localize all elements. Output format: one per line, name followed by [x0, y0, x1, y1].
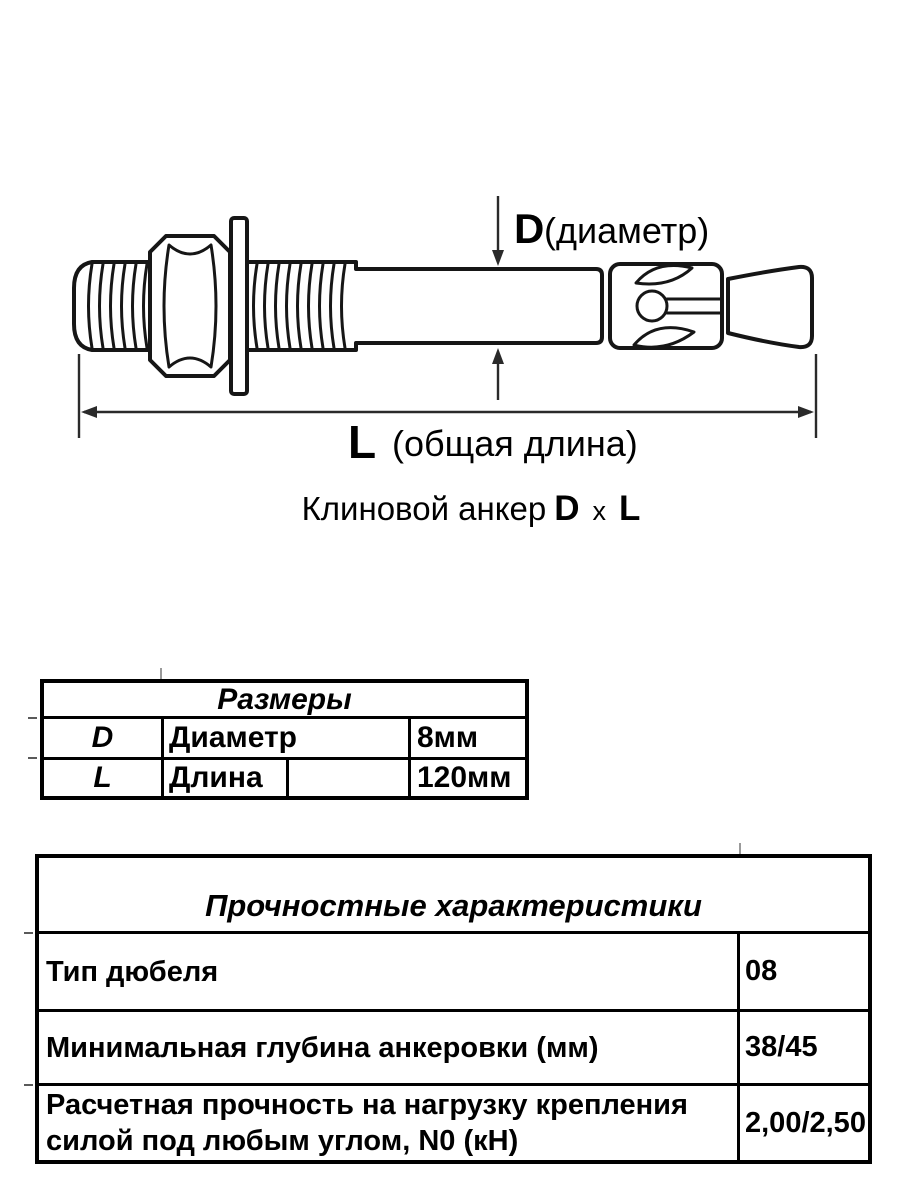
hex-nut [150, 236, 230, 376]
thread-line [254, 264, 258, 348]
thread-line [320, 264, 324, 348]
thread-line [331, 264, 335, 348]
d-dimension-arrow-down [492, 196, 504, 266]
d-dimension-label: (диаметр) [544, 210, 710, 251]
gridline-artifact [28, 757, 37, 759]
l-dimension-label: (общая длина) [392, 423, 638, 464]
clip-top-dimple [636, 266, 692, 284]
strength-table-param: Минимальная глубина анкеровки (мм) [39, 1012, 740, 1086]
strength-table-value: 2,00/2,50 [745, 1106, 866, 1139]
diagram-caption [0, 490, 900, 530]
clip-bottom-dimple [634, 328, 694, 348]
caption-d-symbol: D [554, 489, 580, 528]
size-table-symbol: L [44, 760, 164, 796]
thread-line [309, 264, 313, 348]
thread-line [287, 264, 291, 348]
d-dimension-symbol: D [514, 205, 545, 252]
gridline-artifact [24, 932, 33, 934]
size-table-title: Размеры [44, 683, 525, 719]
size-table-param: Диаметр [164, 719, 411, 760]
expansion-clip [610, 264, 722, 348]
caption-l-symbol: L [619, 489, 641, 528]
thread-line [276, 264, 280, 348]
thread-line [133, 264, 137, 348]
gridline-artifact [24, 1084, 33, 1086]
d-dimension-arrow-up [492, 348, 504, 400]
caption-multiply-sign: х [592, 496, 607, 526]
size-table-param: Длина [164, 760, 289, 796]
anchor-thread-section [249, 262, 364, 350]
strength-table-value: 08 [740, 934, 868, 1012]
wedge-cone [728, 267, 812, 347]
anchor-stud-thread [74, 262, 150, 350]
strength-table-param: Тип дюбеля [39, 934, 740, 1012]
anchor-body [364, 269, 602, 343]
size-table-symbol: D [44, 719, 164, 760]
gridline-artifact [160, 668, 162, 679]
thread-line [100, 264, 104, 348]
nut-outline [150, 236, 230, 376]
strength-table-title: Прочностные характеристики [39, 858, 868, 934]
size-table-empty-cell [289, 760, 411, 796]
nut-face-barrel [164, 245, 216, 367]
strength-table [35, 854, 872, 1164]
l-arrowhead-right [798, 406, 814, 418]
thread-line [111, 264, 115, 348]
thread-line [122, 264, 126, 348]
size-table-value: 120мм [417, 761, 512, 794]
strength-table-param: Расчетная прочность на нагрузку крепления силой под любым углом, N0 (кН) [39, 1086, 740, 1160]
washer [231, 218, 247, 394]
strength-table-value: 38/45 [740, 1012, 868, 1086]
gridline-artifact [739, 843, 741, 854]
l-dimension-symbol: L [348, 416, 377, 468]
size-table-value: 8мм [411, 719, 525, 760]
gridline-artifact [28, 717, 37, 719]
thread-line [342, 264, 346, 348]
thread-line [89, 264, 93, 348]
anchor-diagram [0, 0, 900, 480]
thread-line [298, 264, 302, 348]
thread-line [144, 264, 148, 348]
size-table [40, 679, 529, 800]
clip-pin-hole [637, 291, 667, 321]
l-arrowhead-left [81, 406, 97, 418]
thread-line [265, 264, 269, 348]
caption-text: Клиновой анкер [301, 490, 547, 527]
